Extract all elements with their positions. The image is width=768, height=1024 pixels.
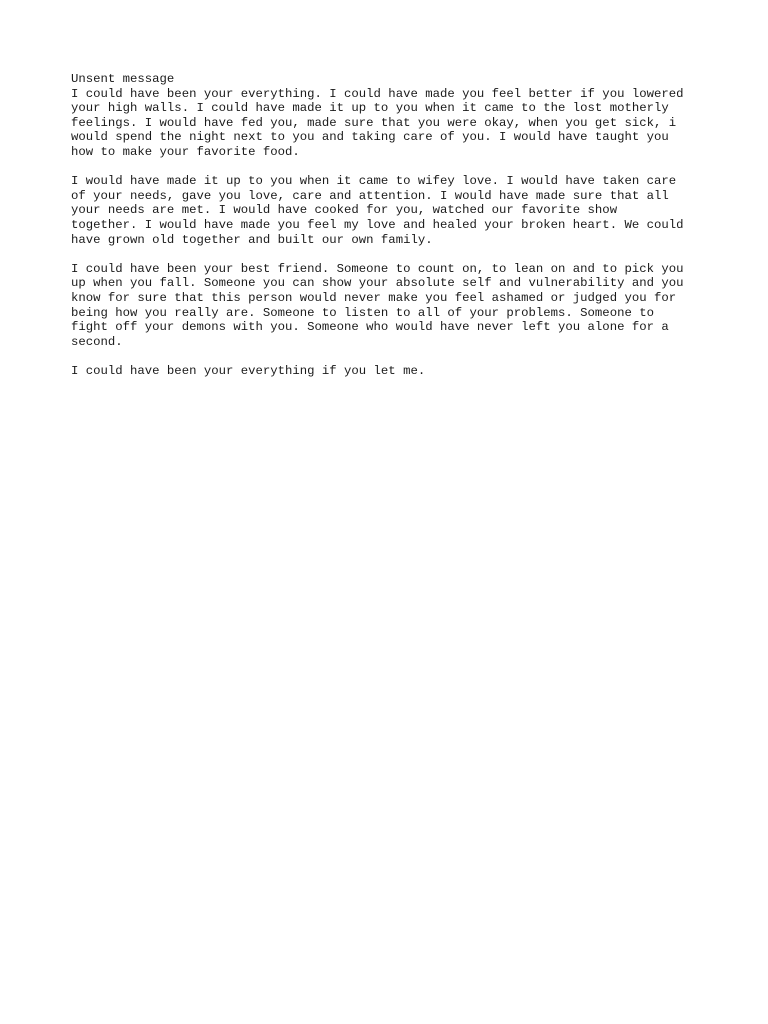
text-line: feelings. I would have fed you, made sure that you were okay, when you get sick, i <box>71 115 677 130</box>
document-title: Unsent message <box>71 72 175 86</box>
text-line: I could have been your everything. I could have made you feel better if you lowered <box>71 86 684 101</box>
document-page <box>71 72 711 378</box>
text-line: of your needs, gave you love, care and attention. I would have made sure that all <box>71 188 669 203</box>
second-paragraph <box>71 174 711 247</box>
text-line: have grown old together and built our own family. <box>71 232 433 247</box>
text-line: up when you fall. Someone you can show your absolute self and vulnerability and you <box>71 276 684 291</box>
text-line: second. <box>71 334 123 349</box>
closing-paragraph <box>71 364 711 379</box>
text-line: know for sure that this person would never make you feel ashamed or judged you for <box>71 290 677 305</box>
text-line: how to make your favorite food. <box>71 144 300 159</box>
third-paragraph <box>71 262 711 350</box>
text-line: together. I would have made you feel my love and healed your broken heart. We could <box>71 217 684 232</box>
text-line: your needs are met. I would have cooked for you, watched our favorite show <box>71 203 618 218</box>
text-line: I could have been your best friend. Someone to count on, to lean on and to pick you <box>71 261 684 276</box>
text-line: being how you really are. Someone to listen to all of your problems. Someone to <box>71 305 654 320</box>
text-line: I could have been your everything if you let me. <box>71 363 426 378</box>
text-line: fight off your demons with you. Someone who would have never left you alone for a <box>71 320 669 335</box>
text-line: your high walls. I could have made it up to you when it came to the lost motherly <box>71 101 669 116</box>
text-line: would spend the night next to you and taking care of you. I would have taught you <box>71 130 669 145</box>
text-line: I would have made it up to you when it came to wifey love. I would have taken care <box>71 174 677 189</box>
first-paragraph <box>71 72 711 160</box>
